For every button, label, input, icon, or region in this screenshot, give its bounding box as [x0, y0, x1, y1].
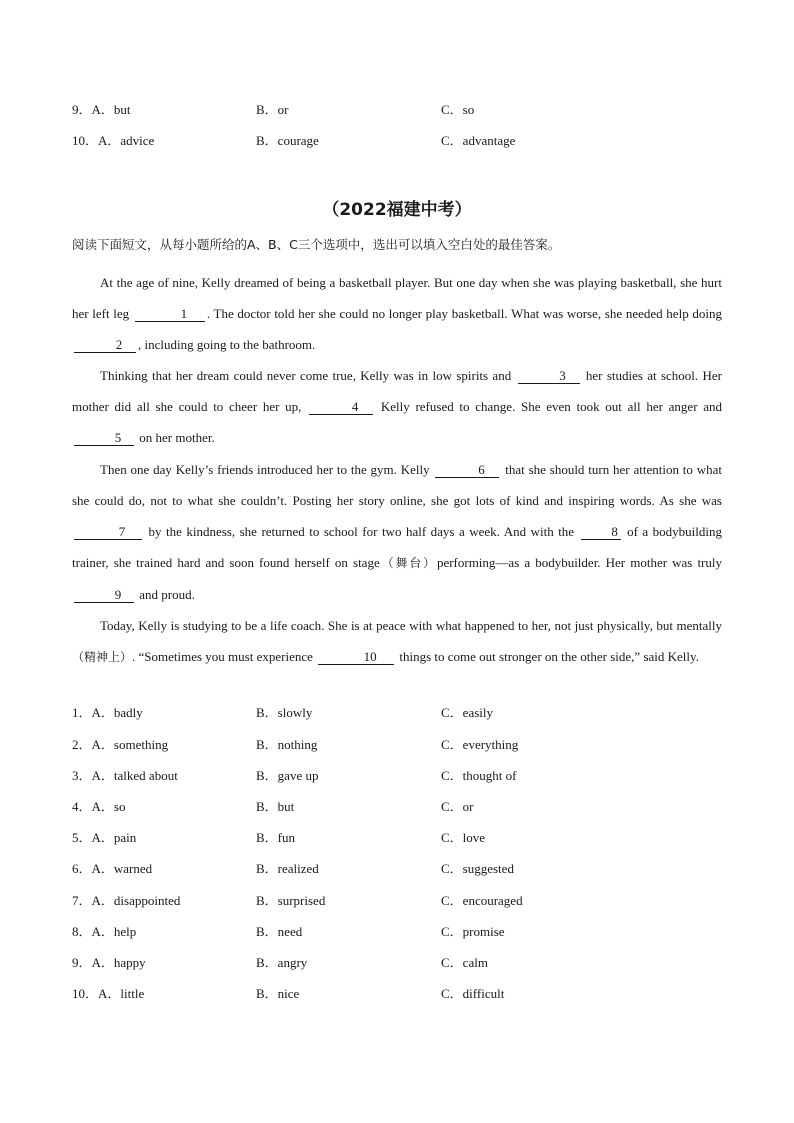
option-a: 9．A．happy [72, 955, 146, 970]
option-b: B．angry [256, 955, 308, 970]
option-b: B．nice [256, 986, 300, 1001]
option-a: 6．A．warned [72, 861, 153, 876]
option-c: C．or [441, 799, 474, 814]
option-a: 7．A．disappointed [72, 893, 181, 908]
option-c: C．easily [441, 705, 493, 720]
option-row [72, 766, 732, 786]
option-b: B．or [256, 102, 289, 117]
paragraph-1: At the age of nine, Kelly dreamed of being a basketball player. But one day when she was playing basketball, she hurt her left leg 1 . The doctor told her she could no longer play basketball. What was worse, she needed help doing 2 , including going to the bathroom. [72, 275, 722, 353]
blank-10: 10 [318, 649, 394, 665]
option-row [72, 891, 732, 911]
option-c: C．advantage [441, 133, 516, 148]
blank-4: 4 [309, 399, 373, 415]
option-a: 8．A．help [72, 924, 137, 939]
option-a: 10．A．advice [72, 133, 155, 148]
option-row [72, 828, 732, 848]
blank-6: 6 [435, 462, 499, 478]
option-row [72, 703, 732, 723]
paragraph-2: Thinking that her dream could never come true, Kelly was in low spirits and 3 her studies at school. Her mother did all she could to cheer her up, 4 Kelly refused to change. She even took out all her anger and 5 on her mother. [72, 368, 722, 446]
option-c: C．suggested [441, 861, 514, 876]
option-b: B．gave up [256, 768, 319, 783]
reading-passage [72, 267, 722, 673]
option-a: 3．A．talked about [72, 768, 178, 783]
option-a: 9．A．but [72, 102, 131, 117]
blank-5: 5 [74, 430, 134, 446]
option-c: C．love [441, 830, 486, 845]
option-row [72, 797, 732, 817]
option-a: 5．A．pain [72, 830, 137, 845]
option-row [72, 984, 732, 1004]
option-row [72, 953, 732, 973]
paragraph-3: Then one day Kelly’s friends introduced her to the gym. Kelly 6 that she should turn her attention to what she could do, not to what she couldn’t. Posting her story online, she got lots of kind and inspiring words. As she was 7 by the kindness, she returned to school for two half days a week. And with the 8 of a bodybuilding trainer, she trained hard and soon found herself on stage（舞台）performing—as a bodybuilder. Her mother was truly 9 and proud. [72, 461, 723, 602]
blank-9: 9 [74, 587, 134, 603]
option-a: 2．A．something [72, 737, 169, 752]
option-a: 10．A．little [72, 986, 145, 1001]
blank-7: 7 [74, 524, 142, 540]
option-c: C．encouraged [441, 893, 523, 908]
option-row [72, 922, 732, 942]
option-b: B．nothing [256, 737, 318, 752]
option-b: B．fun [256, 830, 296, 845]
option-row [72, 100, 732, 120]
option-a: 1．A．badly [72, 705, 143, 720]
option-b: B．slowly [256, 705, 313, 720]
option-b: B．courage [256, 133, 319, 148]
option-b: B．need [256, 924, 303, 939]
option-c: C．thought of [441, 768, 517, 783]
option-c: C．promise [441, 924, 505, 939]
blank-8: 8 [581, 524, 621, 540]
blank-2: 2 [74, 337, 136, 353]
section-title: （2022福建中考） [322, 200, 472, 220]
option-c: C．calm [441, 955, 488, 970]
option-b: B．surprised [256, 893, 326, 908]
option-c: C．everything [441, 737, 519, 752]
blank-1: 1 [135, 306, 205, 322]
instruction: 阅读下面短文，从每小题所给的A、B、C三个选项中，选出可以填入空白处的最佳答案。 [72, 237, 561, 252]
blank-3: 3 [518, 368, 580, 384]
option-b: B．realized [256, 861, 319, 876]
option-c: C．so [441, 102, 475, 117]
option-row [72, 859, 732, 879]
option-c: C．difficult [441, 986, 505, 1001]
option-row [72, 735, 732, 755]
option-row [72, 131, 732, 151]
option-b: B．but [256, 799, 295, 814]
option-a: 4．A．so [72, 799, 126, 814]
paragraph-4: Today, Kelly is studying to be a life coach. She is at peace with what happened to her, not just physically, but mentally（精神上）. “Sometimes you must experience 10 things to come out stronger on the other side,” said Kelly. [72, 618, 722, 665]
